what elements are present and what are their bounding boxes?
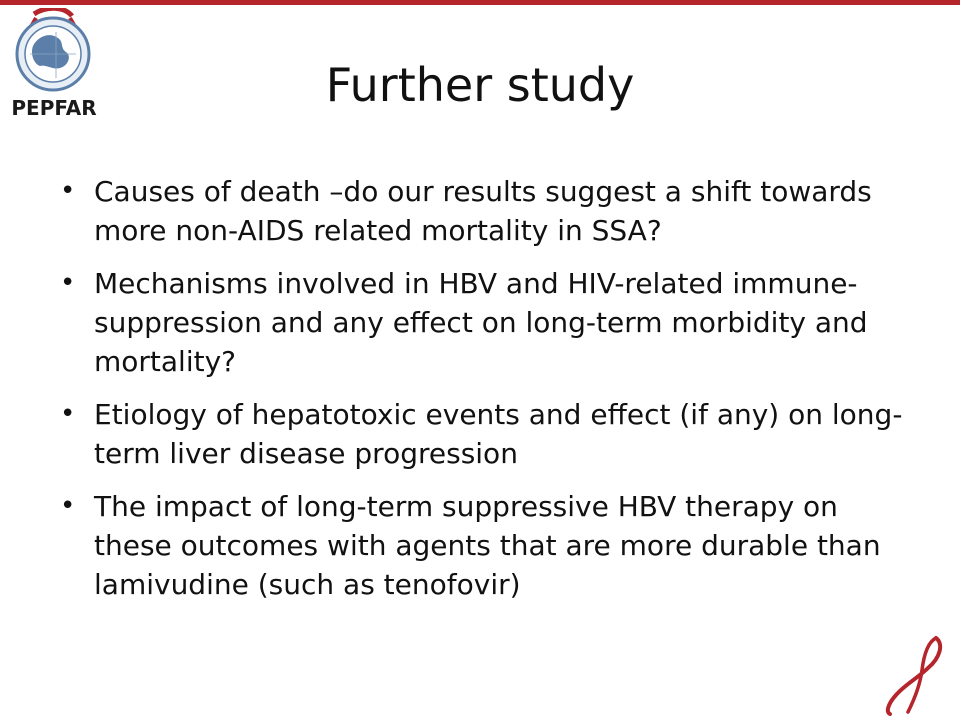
bullet-item bbox=[58, 487, 908, 604]
bullet-text: Etiology of hepatotoxic events and effect (if any) on long-term liver disease progression bbox=[94, 398, 903, 470]
bullet-item bbox=[58, 264, 908, 381]
bullet-text: Mechanisms involved in HBV and HIV-related immune-suppression and any effect on long-term morbidity and mortality? bbox=[94, 267, 868, 378]
logo-text: PEPFAR bbox=[11, 96, 97, 120]
bullet-dot-icon: • bbox=[60, 176, 76, 206]
bullet-item bbox=[58, 172, 908, 250]
bullet-dot-icon: • bbox=[60, 399, 76, 429]
slide-title: Further study bbox=[325, 58, 635, 112]
bullet-dot-icon: • bbox=[60, 268, 76, 298]
red-ribbon-icon bbox=[878, 634, 948, 716]
bullet-text: The impact of long-term suppressive HBV therapy on these outcomes with agents that are more durable than lamivudine (such as tenofovir) bbox=[94, 490, 881, 601]
bullet-item bbox=[58, 395, 908, 473]
top-accent-bar bbox=[0, 0, 960, 5]
bullet-text: Causes of death –do our results suggest a shift towards more non-AIDS related mortality in SSA? bbox=[94, 175, 872, 247]
bullet-dot-icon: • bbox=[60, 491, 76, 521]
bullet-list bbox=[58, 172, 908, 618]
